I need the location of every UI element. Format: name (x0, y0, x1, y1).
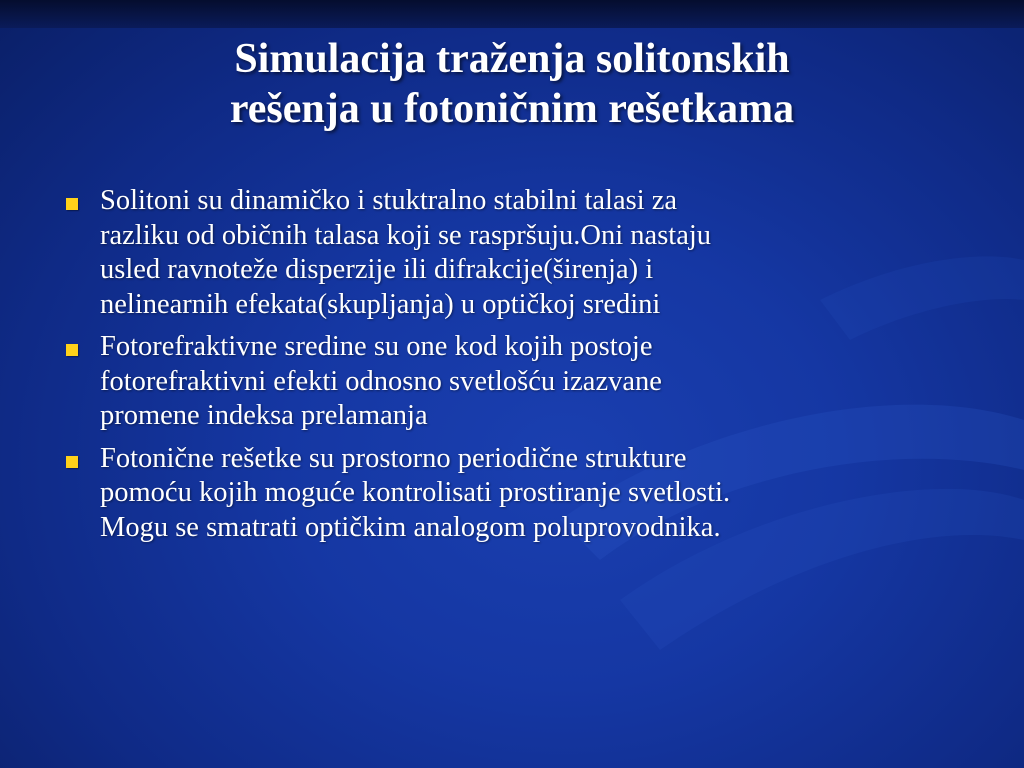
bullet-item-photonic-lattices (62, 442, 962, 546)
square-bullet-icon (66, 456, 78, 468)
square-bullet-icon (66, 198, 78, 210)
bullet-list (62, 184, 962, 553)
title-line-1: Simulacija traženja solitonskih (234, 36, 790, 82)
bullet-item-solitons (62, 184, 962, 322)
square-bullet-icon (66, 344, 78, 356)
bullet-text-solitons: Solitoni su dinamičko i stuktralno stabilni talasi za razliku od običnih talasa koji se raspršuju.Oni nastaju usled ravnoteže disperzije ili difrakcije(širenja) i nelinearnih efekata(skupljanja) u optičkoj sredini (100, 185, 712, 320)
slide-title (60, 34, 964, 134)
title-line-2: rešenja u fotoničnim rešetkama (229, 86, 795, 132)
bullet-text-photonic-lattices: Fotonične rešetke su prostorno periodične strukture pomoću kojih moguće kontrolisati prostiranje svetlosti. Mogu se smatrati optičkim analogom poluprovodnika. (100, 442, 731, 543)
bullet-text-photorefractive: Fotorefraktivne sredine su one kod kojih postoje fotorefraktivni efekti odnosno svetlošću izazvane promene indeksa prelamanja (100, 331, 662, 431)
top-dark-band (0, 0, 1024, 28)
bullet-item-photorefractive (62, 330, 962, 434)
